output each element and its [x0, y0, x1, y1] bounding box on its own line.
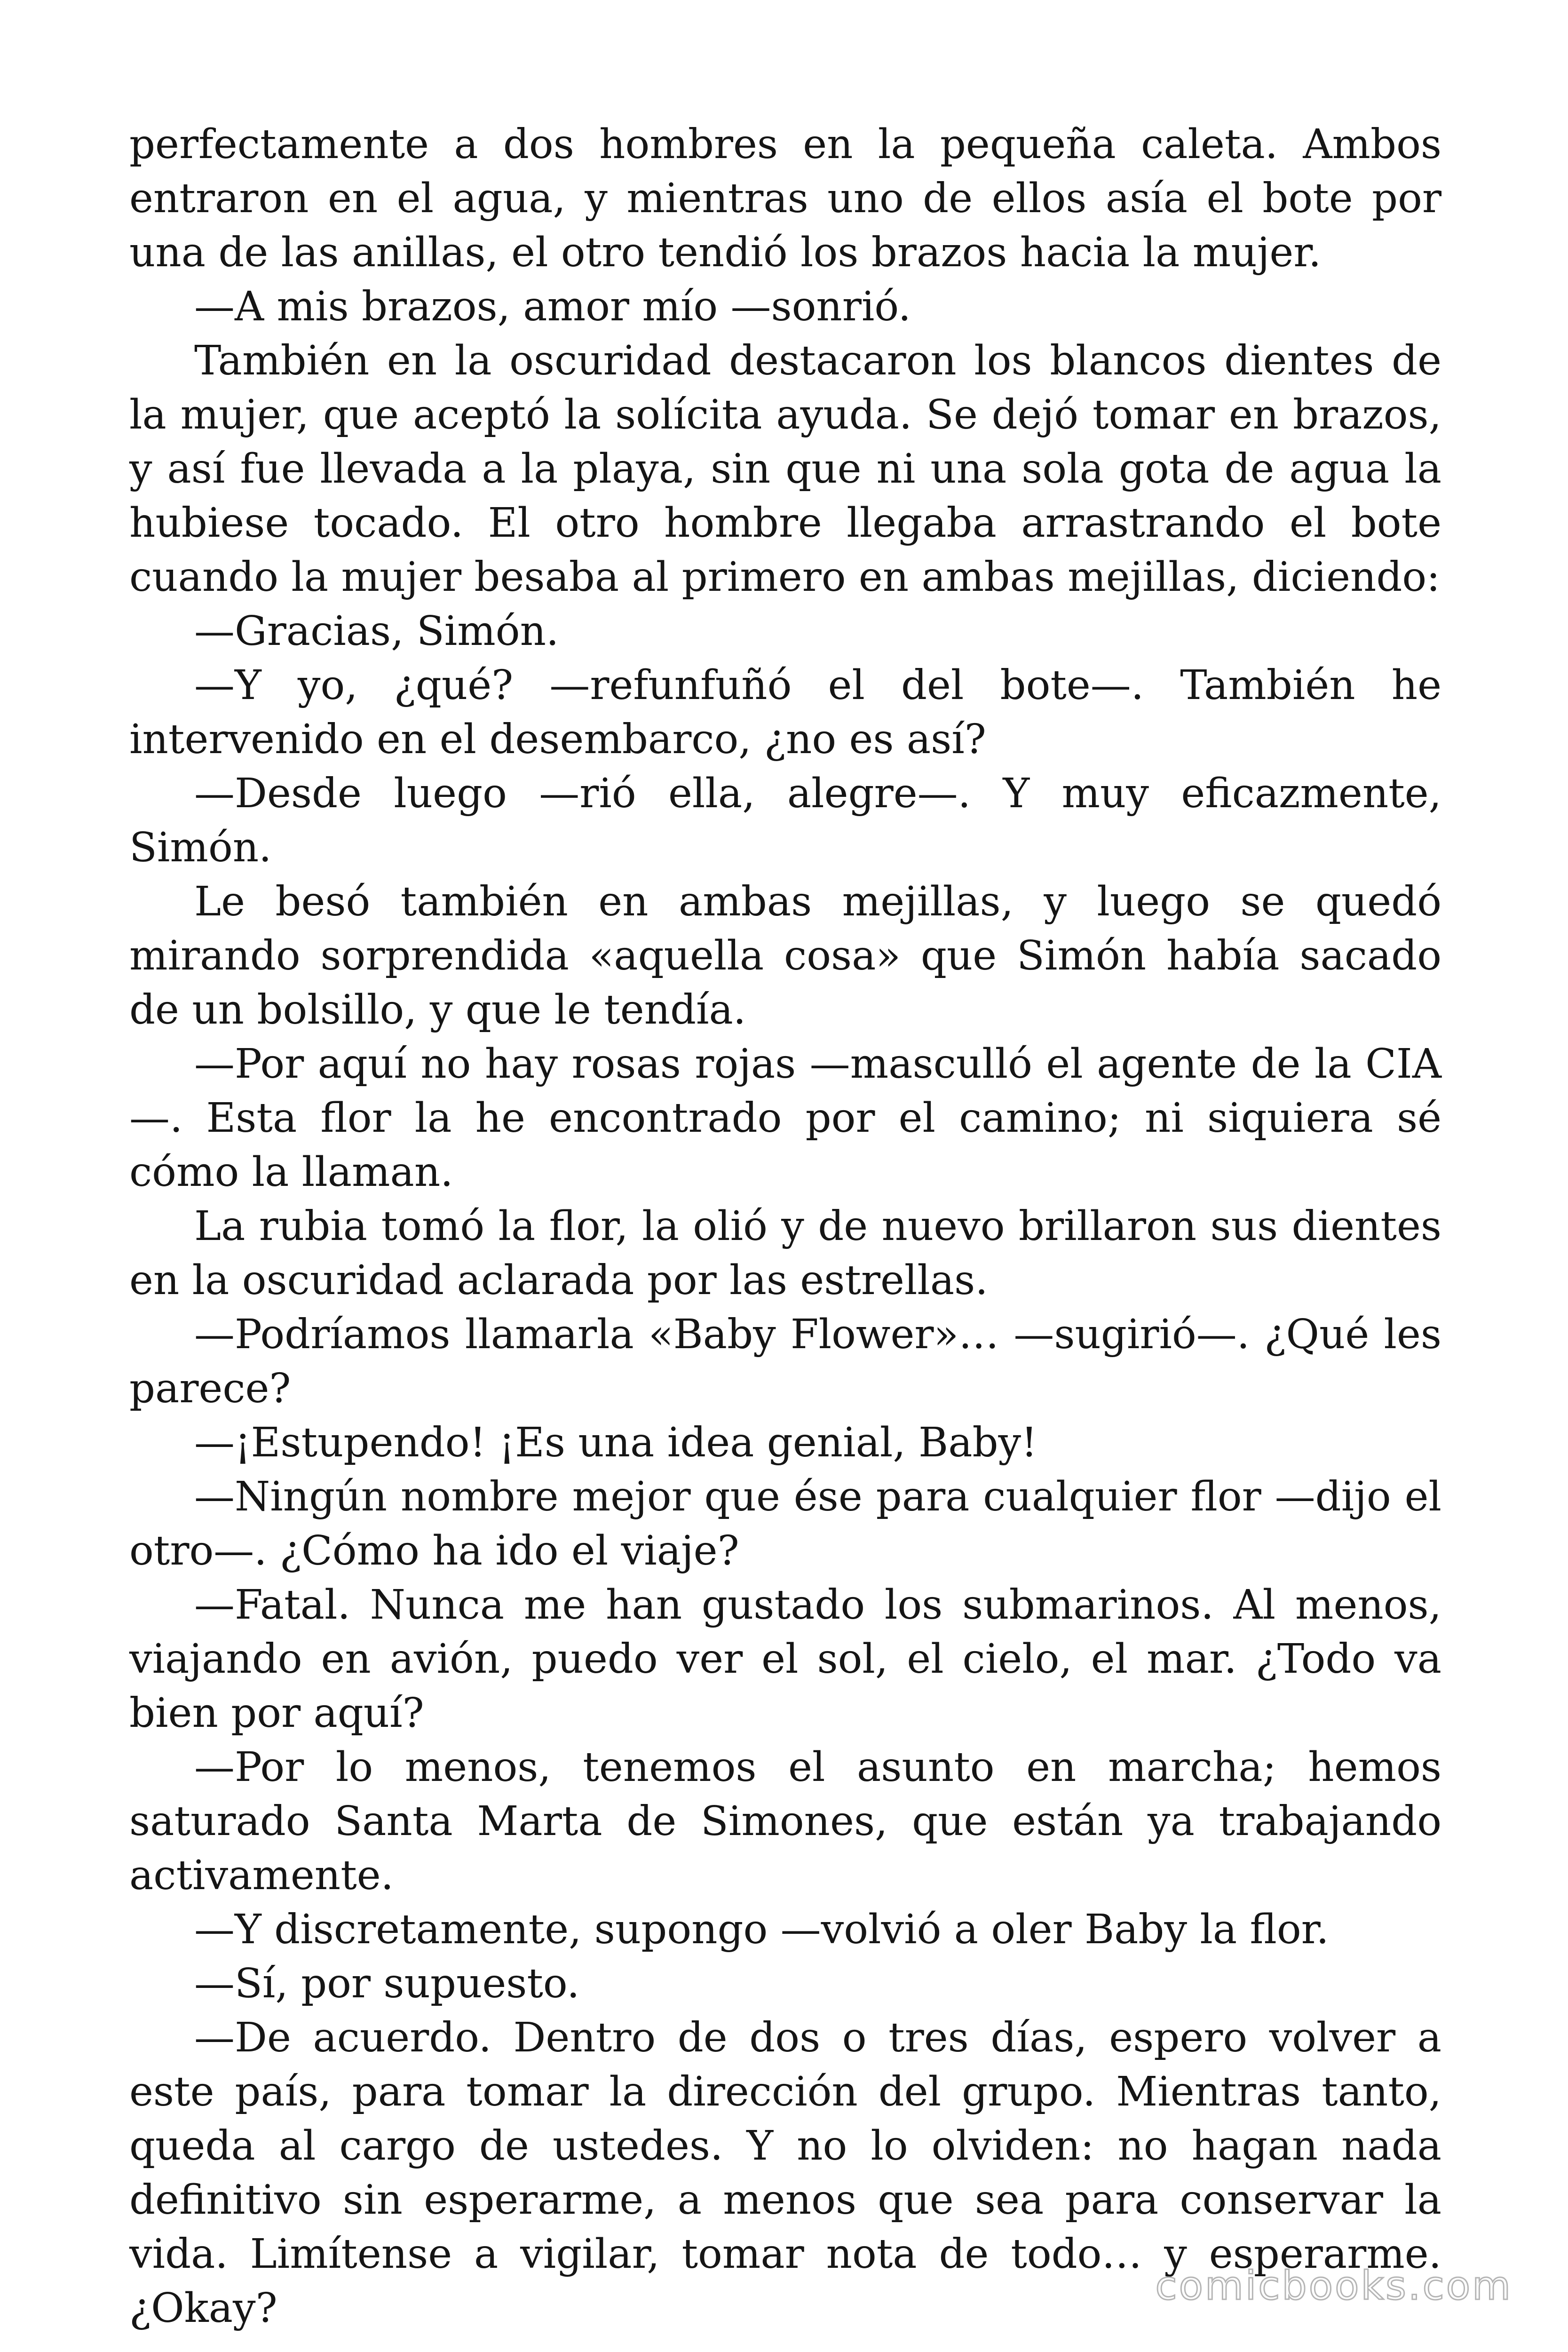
paragraph-11: —¡Estupendo! ¡Es una idea genial, Baby! [194, 1419, 1037, 1466]
paragraph-16: —Sí, por supuesto. [194, 1960, 580, 2007]
paragraph-12: —Ningún nombre mejor que ése para cualquier flor —dijo el otro—. ¿Cómo ha ido el viaje? [129, 1473, 1441, 1574]
paragraph-15: —Y discretamente, supongo —volvió a oler Baby la flor. [194, 1906, 1329, 1953]
paragraph-7: Le besó también en ambas mejillas, y luego se quedó mirando sorprendida «aquella cosa» que Simón había sacado de un bolsillo, y que le tendía. [129, 878, 1441, 1033]
page-text [129, 118, 1441, 2336]
paragraph-2: —A mis brazos, amor mío —sonrió. [194, 283, 911, 330]
paragraph-5: —Y yo, ¿qué? —refunfuñó el del bote—. También he intervenido en el desembarco, ¿no es así? [129, 662, 1441, 763]
paragraph-17: —De acuerdo. Dentro de dos o tres días, espero volver a este país, para tomar la dirección del grupo. Mientras tanto, queda al cargo de ustedes. Y no lo olviden: no hagan nada definitivo sin esperarme, a menos que sea para conservar la vida. Limítense a vigilar, tomar nota de todo… y esperarme. ¿Okay? [129, 2014, 1441, 2332]
watermark: comicbooks.com [1155, 2263, 1513, 2309]
paragraph-3: También en la oscuridad destacaron los blancos dientes de la mujer, que aceptó la solícita ayuda. Se dejó tomar en brazos, y así fue llevada a la playa, sin que ni una sola gota de agua la hubiese tocado. El otro hombre llegaba arrastrando el bote cuando la mujer besaba al primero en ambas mejillas, diciendo: [129, 337, 1441, 601]
paragraph-4: —Gracias, Simón. [194, 608, 559, 655]
paragraph-9: La rubia tomó la flor, la olió y de nuevo brillaron sus dientes en la oscuridad aclarada por las estrellas. [129, 1203, 1441, 1304]
paragraph-8: —Por aquí no hay rosas rojas —masculló el agente de la CIA—. Esta flor la he encontrado por el camino; ni siquiera sé cómo la llaman. [129, 1041, 1441, 1196]
paragraph-1: perfectamente a dos hombres en la pequeña caleta. Ambos entraron en el agua, y mientras uno de ellos asía el bote por una de las anillas, el otro tendió los brazos hacia la mujer. [129, 121, 1441, 276]
paragraph-13: —Fatal. Nunca me han gustado los submarinos. Al menos, viajando en avión, puedo ver el sol, el cielo, el mar. ¿Todo va bien por aquí? [129, 1581, 1441, 1737]
paragraph-14: —Por lo menos, tenemos el asunto en marcha; hemos saturado Santa Marta de Simones, que están ya trabajando activamente. [129, 1744, 1441, 1899]
paragraph-10: —Podríamos llamarla «Baby Flower»… —sugirió—. ¿Qué les parece? [129, 1311, 1441, 1412]
paragraph-6: —Desde luego —rió ella, alegre—. Y muy eficazmente, Simón. [129, 770, 1441, 871]
